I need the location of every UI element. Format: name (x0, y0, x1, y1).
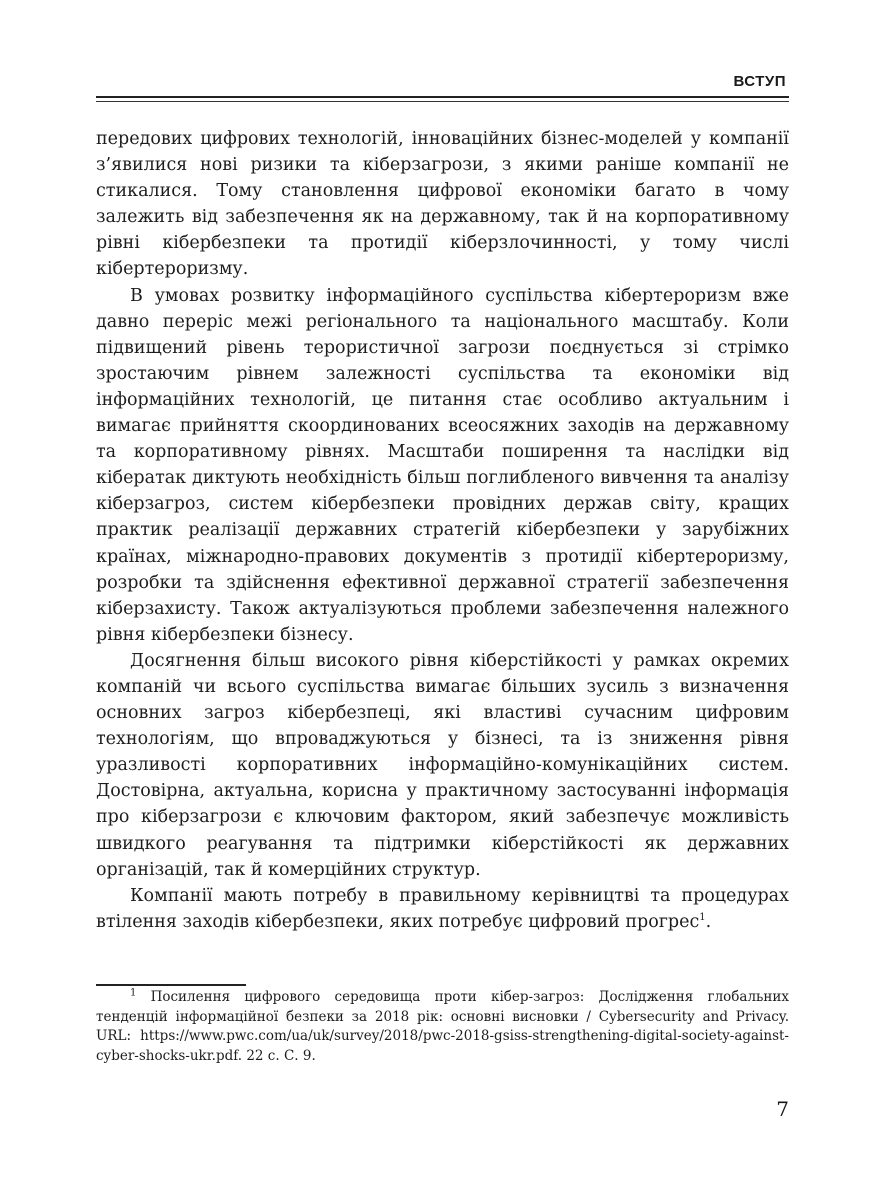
footnote-reference: 1 (699, 911, 706, 923)
paragraph-4-text: Компанії мають потребу в правильному керівництві та процедурах втілення заходів кібербезпеки, яких потребує цифровий прогрес (96, 885, 789, 932)
running-header-title: ВСТУП (733, 73, 786, 90)
paragraph-4-trailing: . (705, 911, 712, 932)
main-text (96, 126, 789, 935)
header-rule-thin (96, 101, 789, 102)
paragraph-1: передових цифрових технологій, інноваційних бізнес-моделей у компанії з’явилися нові ризики та кіберзагрози, з якими раніше компанії не стикалися. Тому становлення цифрової економіки багато в чому залежить від забезпечення як на державному, так й на корпоративному рівні кібербезпеки та протидії кіберзлочинності, у тому числі кібертероризму. (96, 129, 789, 280)
page-number: 7 (776, 1097, 789, 1121)
footnote-marker: 1 (130, 987, 137, 999)
footnote-text: Посилення цифрового середовища проти кібер-загроз: Дослідження глобальних тенденцій інформаційної безпеки за 2018 рік: основні висновки / Cybersecurity and Privacy. URL: https://www.pwc.com/ua/uk/survey/2018/pwc-2018-gsiss-strengthening-digital-society-against-cyber-shocks-ukr.pdf. 22 с. С. 9. (96, 989, 789, 1064)
paragraph-3: Досягнення більш високого рівня кіберстійкості у рамках окремих компаній чи всього суспільства вимагає більших зусиль з визначення основних загроз кібербезпеці, які властиві сучасним цифровим технологіям, що впроваджуються у бізнесі, та із зниження рівня уразливості корпоративних інформаційно-комунікаційних систем. Достовірна, актуальна, корисна у практичному застосуванні інформація про кіберзагрози є ключовим фактором, який забезпечує можливість швидкого реагування та підтримки кіберстійкості як державних організацій, так й комерційних структур. (96, 650, 789, 880)
paragraph-4 (96, 883, 789, 935)
paragraph-2: В умовах розвитку інформаційного суспільства кібертероризм вже давно переріс межі регіонального та національного масштабу. Коли підвищений рівень терористичної загрози поєднується зі стрімко зростаючим рівнем залежності суспільства та економіки від інформаційних технологій, це питання стає особливо актуальним і вимагає прийняття скоординованих всеосяжних заходів на державному та корпоративному рівнях. Масштаби поширення та наслідки від кібератак диктують необхідність більш поглибленого вивчення та аналізу кіберзагроз, систем кібербезпеки провідних держав світу, кращих практик реалізації державних стратегій кібербезпеки у зарубіжних країнах, міжнародно-правових документів з протидії кібертероризму, розробки та здійснення ефективної державної стратегії забезпечення кіберзахисту. Також актуалізуються проблеми забезпечення належного рівня кібербезпеки бізнесу. (96, 285, 789, 645)
footnote-separator (96, 984, 246, 986)
header-rule-thick (96, 96, 789, 98)
footnote (96, 988, 789, 1066)
